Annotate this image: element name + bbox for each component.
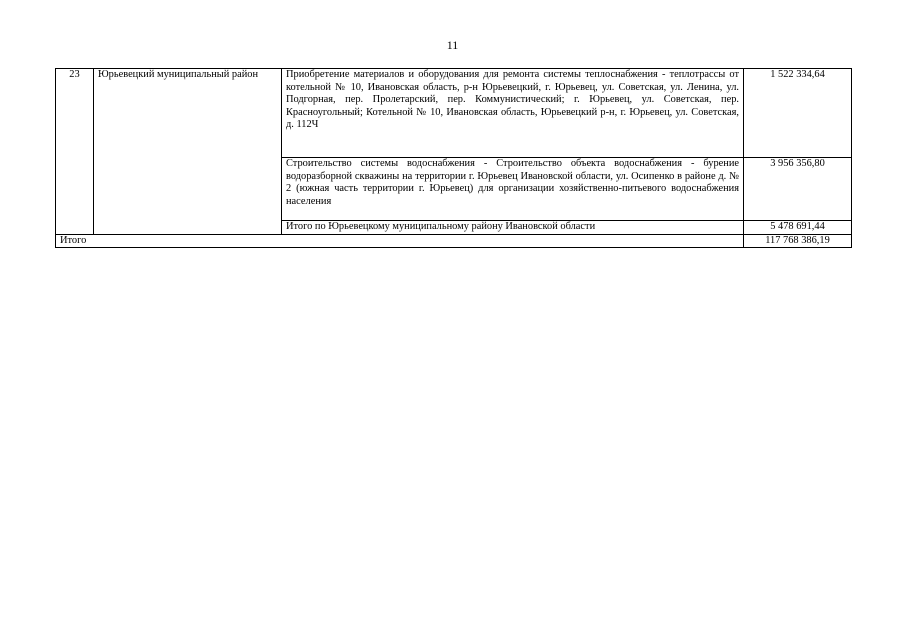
total-row bbox=[56, 234, 852, 248]
subtotal-label: Итого по Юрьевецкому муниципальному району Ивановской области bbox=[282, 221, 744, 235]
table-row bbox=[56, 69, 852, 158]
total-label: Итого bbox=[56, 234, 744, 248]
row-index: 23 bbox=[56, 69, 94, 235]
item-description: Строительство системы водоснабжения - Строительство объекта водоснабжения - бурение водоразборной скважины на территории г. Юрьевец Ивановской области, ул. Осипенко в районе д. № 2 (южная часть территории г. Юрьевец) для организации хозяйственно-питьевого водоснабжения населения bbox=[282, 158, 744, 221]
funding-table bbox=[55, 68, 852, 248]
item-amount: 1 522 334,64 bbox=[744, 69, 852, 158]
item-description: Приобретение материалов и оборудования для ремонта системы теплоснабжения - теплотрассы от котельной № 10, Ивановская область, р-н Юрьевецкий, г. Юрьевец, ул. Советская, ул. Ленина, ул. Подгорная, пер. Пролетарский, пер. Коммунистический; г. Юрьевец, ул. Советская, пер. Красноугольный; Котельной № 10, Ивановская область, Юрьевецкий р-н, г. Юрьевец, ул. Советская, д. 112Ч bbox=[282, 69, 744, 158]
subtotal-amount: 5 478 691,44 bbox=[744, 221, 852, 235]
item-amount: 3 956 356,80 bbox=[744, 158, 852, 221]
page-number: 11 bbox=[446, 38, 459, 52]
total-amount: 117 768 386,19 bbox=[744, 234, 852, 248]
municipality-name: Юрьевецкий муниципальный район bbox=[94, 69, 282, 235]
